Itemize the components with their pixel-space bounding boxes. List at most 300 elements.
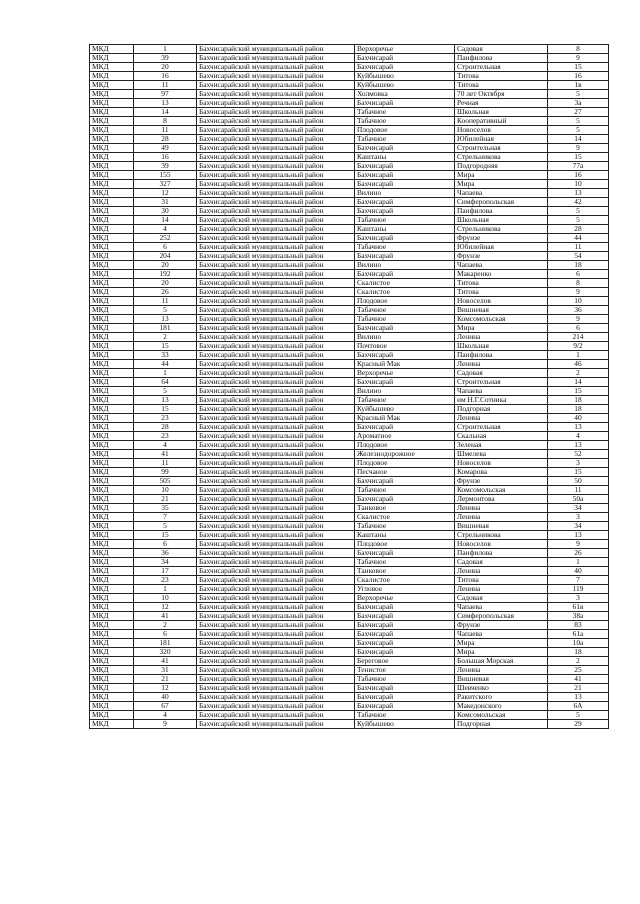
- count-cell: 204: [134, 252, 197, 261]
- object-type-cell: МКД: [90, 369, 134, 378]
- house-number-cell: 15: [548, 387, 609, 396]
- district-cell: Бахчисарайский муниципальный район: [197, 648, 355, 657]
- locality-cell: Бахчисарай: [355, 99, 455, 108]
- table-row: [90, 63, 609, 72]
- count-cell: 11: [134, 81, 197, 90]
- house-number-cell: 9: [548, 144, 609, 153]
- object-type-cell: МКД: [90, 459, 134, 468]
- table-row: [90, 540, 609, 549]
- table-row: [90, 189, 609, 198]
- district-cell: Бахчисарайский муниципальный район: [197, 351, 355, 360]
- district-cell: Бахчисарайский муниципальный район: [197, 711, 355, 720]
- house-number-cell: 8: [548, 45, 609, 54]
- housing-register-table: [89, 44, 609, 729]
- table-row: [90, 621, 609, 630]
- house-number-cell: 18: [548, 648, 609, 657]
- district-cell: Бахчисарайский муниципальный район: [197, 72, 355, 81]
- locality-cell: Плодовое: [355, 126, 455, 135]
- district-cell: Бахчисарайский муниципальный район: [197, 450, 355, 459]
- table-row: [90, 495, 609, 504]
- table-row: [90, 414, 609, 423]
- count-cell: 39: [134, 162, 197, 171]
- district-cell: Бахчисарайский муниципальный район: [197, 207, 355, 216]
- object-type-cell: МКД: [90, 135, 134, 144]
- count-cell: 34: [134, 558, 197, 567]
- street-cell: Ленина: [455, 414, 548, 423]
- house-number-cell: 6: [548, 324, 609, 333]
- count-cell: 40: [134, 693, 197, 702]
- object-type-cell: МКД: [90, 432, 134, 441]
- district-cell: Бахчисарайский муниципальный район: [197, 504, 355, 513]
- object-type-cell: МКД: [90, 594, 134, 603]
- count-cell: 11: [134, 126, 197, 135]
- district-cell: Бахчисарайский муниципальный район: [197, 270, 355, 279]
- count-cell: 505: [134, 477, 197, 486]
- district-cell: Бахчисарайский муниципальный район: [197, 171, 355, 180]
- object-type-cell: МКД: [90, 144, 134, 153]
- district-cell: Бахчисарайский муниципальный район: [197, 396, 355, 405]
- locality-cell: Бахчисарай: [355, 378, 455, 387]
- count-cell: 252: [134, 234, 197, 243]
- table-row: [90, 252, 609, 261]
- house-number-cell: 15: [548, 63, 609, 72]
- table-row: [90, 234, 609, 243]
- house-number-cell: 11: [548, 486, 609, 495]
- object-type-cell: МКД: [90, 234, 134, 243]
- table-row: [90, 225, 609, 234]
- table-row: [90, 180, 609, 189]
- table-row: [90, 270, 609, 279]
- street-cell: Стрельникова: [455, 225, 548, 234]
- house-number-cell: 34: [548, 504, 609, 513]
- object-type-cell: МКД: [90, 720, 134, 729]
- locality-cell: Бахчисарай: [355, 612, 455, 621]
- count-cell: 21: [134, 675, 197, 684]
- house-number-cell: 38а: [548, 612, 609, 621]
- house-number-cell: 8: [548, 279, 609, 288]
- object-type-cell: МКД: [90, 711, 134, 720]
- object-type-cell: МКД: [90, 441, 134, 450]
- district-cell: Бахчисарайский муниципальный район: [197, 522, 355, 531]
- table-body: [90, 45, 609, 729]
- house-number-cell: 40: [548, 414, 609, 423]
- street-cell: Кооперативный: [455, 117, 548, 126]
- street-cell: Шевченко: [455, 684, 548, 693]
- district-cell: Бахчисарайский муниципальный район: [197, 576, 355, 585]
- object-type-cell: МКД: [90, 270, 134, 279]
- table-row: [90, 279, 609, 288]
- count-cell: 20: [134, 261, 197, 270]
- table-row: [90, 486, 609, 495]
- count-cell: 4: [134, 225, 197, 234]
- object-type-cell: МКД: [90, 576, 134, 585]
- house-number-cell: 29: [548, 720, 609, 729]
- street-cell: Стрельникова: [455, 153, 548, 162]
- locality-cell: Красный Мак: [355, 360, 455, 369]
- table-row: [90, 135, 609, 144]
- district-cell: Бахчисарайский муниципальный район: [197, 108, 355, 117]
- locality-cell: Табачное: [355, 315, 455, 324]
- street-cell: Титова: [455, 288, 548, 297]
- district-cell: Бахчисарайский муниципальный район: [197, 513, 355, 522]
- district-cell: Бахчисарайский муниципальный район: [197, 414, 355, 423]
- object-type-cell: МКД: [90, 261, 134, 270]
- house-number-cell: 3а: [548, 99, 609, 108]
- locality-cell: Табачное: [355, 486, 455, 495]
- street-cell: Чапаева: [455, 189, 548, 198]
- house-number-cell: 36: [548, 306, 609, 315]
- table-row: [90, 90, 609, 99]
- object-type-cell: МКД: [90, 486, 134, 495]
- district-cell: Бахчисарайский муниципальный район: [197, 315, 355, 324]
- district-cell: Бахчисарайский муниципальный район: [197, 702, 355, 711]
- street-cell: Ленина: [455, 504, 548, 513]
- locality-cell: Бахчисарай: [355, 198, 455, 207]
- house-number-cell: 16: [548, 171, 609, 180]
- district-cell: Бахчисарайский муниципальный район: [197, 387, 355, 396]
- district-cell: Бахчисарайский муниципальный район: [197, 684, 355, 693]
- street-cell: Лермонтова: [455, 495, 548, 504]
- street-cell: Чапаева: [455, 630, 548, 639]
- locality-cell: Табачное: [355, 711, 455, 720]
- district-cell: Бахчисарайский муниципальный район: [197, 252, 355, 261]
- table-row: [90, 693, 609, 702]
- table-row: [90, 171, 609, 180]
- count-cell: 23: [134, 414, 197, 423]
- count-cell: 2: [134, 621, 197, 630]
- count-cell: 16: [134, 72, 197, 81]
- count-cell: 13: [134, 99, 197, 108]
- street-cell: Мира: [455, 171, 548, 180]
- locality-cell: Каштаны: [355, 225, 455, 234]
- street-cell: Шмелева: [455, 450, 548, 459]
- count-cell: 15: [134, 531, 197, 540]
- object-type-cell: МКД: [90, 207, 134, 216]
- locality-cell: Скалистое: [355, 288, 455, 297]
- house-number-cell: 61в: [548, 603, 609, 612]
- street-cell: Фрунзе: [455, 252, 548, 261]
- district-cell: Бахчисарайский муниципальный район: [197, 639, 355, 648]
- object-type-cell: МКД: [90, 378, 134, 387]
- object-type-cell: МКД: [90, 693, 134, 702]
- district-cell: Бахчисарайский муниципальный район: [197, 225, 355, 234]
- object-type-cell: МКД: [90, 189, 134, 198]
- house-number-cell: 11: [548, 243, 609, 252]
- district-cell: Бахчисарайский муниципальный район: [197, 621, 355, 630]
- house-number-cell: 9/2: [548, 342, 609, 351]
- street-cell: Строительная: [455, 378, 548, 387]
- count-cell: 181: [134, 639, 197, 648]
- object-type-cell: МКД: [90, 675, 134, 684]
- count-cell: 99: [134, 468, 197, 477]
- district-cell: Бахчисарайский муниципальный район: [197, 297, 355, 306]
- locality-cell: Бахчисарай: [355, 693, 455, 702]
- table-row: [90, 207, 609, 216]
- locality-cell: Табачное: [355, 135, 455, 144]
- object-type-cell: МКД: [90, 117, 134, 126]
- count-cell: 20: [134, 279, 197, 288]
- district-cell: Бахчисарайский муниципальный район: [197, 441, 355, 450]
- locality-cell: Бахчисарай: [355, 162, 455, 171]
- table-row: [90, 576, 609, 585]
- district-cell: Бахчисарайский муниципальный район: [197, 216, 355, 225]
- street-cell: Подгородняя: [455, 162, 548, 171]
- table-row: [90, 513, 609, 522]
- district-cell: Бахчисарайский муниципальный район: [197, 486, 355, 495]
- district-cell: Бахчисарайский муниципальный район: [197, 180, 355, 189]
- count-cell: 20: [134, 63, 197, 72]
- district-cell: Бахчисарайский муниципальный район: [197, 594, 355, 603]
- district-cell: Бахчисарайский муниципальный район: [197, 666, 355, 675]
- locality-cell: Табачное: [355, 243, 455, 252]
- object-type-cell: МКД: [90, 423, 134, 432]
- house-number-cell: 44: [548, 234, 609, 243]
- table-row: [90, 504, 609, 513]
- object-type-cell: МКД: [90, 171, 134, 180]
- table-row: [90, 459, 609, 468]
- count-cell: 5: [134, 387, 197, 396]
- house-number-cell: 15: [548, 468, 609, 477]
- locality-cell: Табачное: [355, 306, 455, 315]
- district-cell: Бахчисарайский муниципальный район: [197, 378, 355, 387]
- house-number-cell: 1в: [548, 81, 609, 90]
- object-type-cell: МКД: [90, 666, 134, 675]
- house-number-cell: 27: [548, 108, 609, 117]
- street-cell: Стрельникова: [455, 531, 548, 540]
- count-cell: 7: [134, 513, 197, 522]
- table-row: [90, 162, 609, 171]
- locality-cell: Бахчисарай: [355, 144, 455, 153]
- district-cell: Бахчисарайский муниципальный район: [197, 423, 355, 432]
- object-type-cell: МКД: [90, 414, 134, 423]
- count-cell: 12: [134, 603, 197, 612]
- street-cell: Макаренко: [455, 270, 548, 279]
- object-type-cell: МКД: [90, 333, 134, 342]
- object-type-cell: МКД: [90, 288, 134, 297]
- locality-cell: Бахчисарай: [355, 477, 455, 486]
- count-cell: 30: [134, 207, 197, 216]
- street-cell: Симферопольская: [455, 612, 548, 621]
- object-type-cell: МКД: [90, 63, 134, 72]
- district-cell: Бахчисарайский муниципальный район: [197, 720, 355, 729]
- count-cell: 21: [134, 495, 197, 504]
- locality-cell: Табачное: [355, 108, 455, 117]
- table-row: [90, 45, 609, 54]
- district-cell: Бахчисарайский муниципальный район: [197, 468, 355, 477]
- locality-cell: Железнодорожное: [355, 450, 455, 459]
- district-cell: Бахчисарайский муниципальный район: [197, 144, 355, 153]
- house-number-cell: 50а: [548, 495, 609, 504]
- count-cell: 6: [134, 630, 197, 639]
- street-cell: Титова: [455, 279, 548, 288]
- house-number-cell: 9: [548, 540, 609, 549]
- house-number-cell: 6А: [548, 702, 609, 711]
- count-cell: 23: [134, 576, 197, 585]
- object-type-cell: МКД: [90, 639, 134, 648]
- count-cell: 327: [134, 180, 197, 189]
- district-cell: Бахчисарайский муниципальный район: [197, 585, 355, 594]
- locality-cell: Бахчисарай: [355, 270, 455, 279]
- house-number-cell: 9: [548, 288, 609, 297]
- count-cell: 1: [134, 585, 197, 594]
- table-row: [90, 198, 609, 207]
- house-number-cell: 5: [548, 117, 609, 126]
- street-cell: Строительная: [455, 144, 548, 153]
- count-cell: 41: [134, 612, 197, 621]
- count-cell: 11: [134, 459, 197, 468]
- house-number-cell: 5: [548, 207, 609, 216]
- count-cell: 14: [134, 108, 197, 117]
- table-row: [90, 261, 609, 270]
- table-row: [90, 342, 609, 351]
- house-number-cell: 13: [548, 531, 609, 540]
- locality-cell: Вилино: [355, 189, 455, 198]
- district-cell: Бахчисарайский муниципальный район: [197, 549, 355, 558]
- table-row: [90, 603, 609, 612]
- street-cell: Мира: [455, 180, 548, 189]
- house-number-cell: 15: [548, 153, 609, 162]
- count-cell: 14: [134, 216, 197, 225]
- district-cell: Бахчисарайский муниципальный район: [197, 54, 355, 63]
- street-cell: Ленина: [455, 567, 548, 576]
- house-number-cell: 18: [548, 396, 609, 405]
- district-cell: Бахчисарайский муниципальный район: [197, 495, 355, 504]
- house-number-cell: 119: [548, 585, 609, 594]
- house-number-cell: 214: [548, 333, 609, 342]
- count-cell: 23: [134, 432, 197, 441]
- table-row: [90, 666, 609, 675]
- district-cell: Бахчисарайский муниципальный район: [197, 198, 355, 207]
- locality-cell: Плодовое: [355, 297, 455, 306]
- street-cell: Вишневая: [455, 306, 548, 315]
- count-cell: 2: [134, 333, 197, 342]
- locality-cell: Куйбышево: [355, 720, 455, 729]
- locality-cell: Танковое: [355, 567, 455, 576]
- street-cell: Большая Морская: [455, 657, 548, 666]
- locality-cell: Табачное: [355, 558, 455, 567]
- house-number-cell: 40: [548, 567, 609, 576]
- locality-cell: Бахчисарай: [355, 324, 455, 333]
- count-cell: 6: [134, 540, 197, 549]
- count-cell: 5: [134, 306, 197, 315]
- count-cell: 1: [134, 369, 197, 378]
- object-type-cell: МКД: [90, 567, 134, 576]
- district-cell: Бахчисарайский муниципальный район: [197, 288, 355, 297]
- table-row: [90, 369, 609, 378]
- table-row: [90, 684, 609, 693]
- locality-cell: Танковое: [355, 504, 455, 513]
- street-cell: Садовая: [455, 45, 548, 54]
- street-cell: Чапаева: [455, 387, 548, 396]
- street-cell: Титова: [455, 72, 548, 81]
- district-cell: Бахчисарайский муниципальный район: [197, 657, 355, 666]
- table-row: [90, 378, 609, 387]
- count-cell: 13: [134, 396, 197, 405]
- table-row: [90, 423, 609, 432]
- count-cell: 41: [134, 450, 197, 459]
- count-cell: 5: [134, 522, 197, 531]
- house-number-cell: 4: [548, 432, 609, 441]
- street-cell: Македонского: [455, 702, 548, 711]
- district-cell: Бахчисарайский муниципальный район: [197, 693, 355, 702]
- count-cell: 13: [134, 315, 197, 324]
- count-cell: 155: [134, 171, 197, 180]
- street-cell: Новоселов: [455, 540, 548, 549]
- locality-cell: Скалистое: [355, 513, 455, 522]
- object-type-cell: МКД: [90, 612, 134, 621]
- object-type-cell: МКД: [90, 54, 134, 63]
- district-cell: Бахчисарайский муниципальный район: [197, 612, 355, 621]
- street-cell: Ленина: [455, 360, 548, 369]
- street-cell: Ракитского: [455, 693, 548, 702]
- table-row: [90, 450, 609, 459]
- house-number-cell: 5: [548, 216, 609, 225]
- locality-cell: Бахчисарай: [355, 648, 455, 657]
- count-cell: 8: [134, 117, 197, 126]
- house-number-cell: 7: [548, 576, 609, 585]
- locality-cell: Куйбышево: [355, 72, 455, 81]
- locality-cell: Плодовое: [355, 441, 455, 450]
- locality-cell: Угловое: [355, 585, 455, 594]
- street-cell: Фрунзе: [455, 234, 548, 243]
- house-number-cell: 18: [548, 405, 609, 414]
- street-cell: Фрунзе: [455, 621, 548, 630]
- house-number-cell: 83: [548, 621, 609, 630]
- object-type-cell: МКД: [90, 180, 134, 189]
- locality-cell: Табачное: [355, 675, 455, 684]
- table-row: [90, 360, 609, 369]
- count-cell: 320: [134, 648, 197, 657]
- table-row: [90, 108, 609, 117]
- house-number-cell: 2: [548, 657, 609, 666]
- district-cell: Бахчисарайский муниципальный район: [197, 675, 355, 684]
- count-cell: 4: [134, 711, 197, 720]
- object-type-cell: МКД: [90, 72, 134, 81]
- locality-cell: Бахчисарай: [355, 549, 455, 558]
- street-cell: Новоселов: [455, 126, 548, 135]
- object-type-cell: МКД: [90, 297, 134, 306]
- table-row: [90, 396, 609, 405]
- street-cell: Панфилова: [455, 549, 548, 558]
- house-number-cell: 6: [548, 270, 609, 279]
- object-type-cell: МКД: [90, 630, 134, 639]
- district-cell: Бахчисарайский муниципальный район: [197, 405, 355, 414]
- street-cell: Панфилова: [455, 54, 548, 63]
- object-type-cell: МКД: [90, 504, 134, 513]
- street-cell: Ленина: [455, 585, 548, 594]
- object-type-cell: МКД: [90, 306, 134, 315]
- district-cell: Бахчисарайский муниципальный район: [197, 531, 355, 540]
- locality-cell: Песчаное: [355, 468, 455, 477]
- table-row: [90, 405, 609, 414]
- table-row: [90, 441, 609, 450]
- count-cell: 35: [134, 504, 197, 513]
- district-cell: Бахчисарайский муниципальный район: [197, 45, 355, 54]
- locality-cell: Верхоречье: [355, 594, 455, 603]
- count-cell: 49: [134, 144, 197, 153]
- street-cell: Комарова: [455, 468, 548, 477]
- locality-cell: Бахчисарай: [355, 423, 455, 432]
- district-cell: Бахчисарайский муниципальный район: [197, 90, 355, 99]
- object-type-cell: МКД: [90, 387, 134, 396]
- object-type-cell: МКД: [90, 108, 134, 117]
- district-cell: Бахчисарайский муниципальный район: [197, 243, 355, 252]
- locality-cell: Бахчисарай: [355, 252, 455, 261]
- table-row: [90, 720, 609, 729]
- locality-cell: Плодовое: [355, 540, 455, 549]
- count-cell: 1: [134, 45, 197, 54]
- district-cell: Бахчисарайский муниципальный район: [197, 567, 355, 576]
